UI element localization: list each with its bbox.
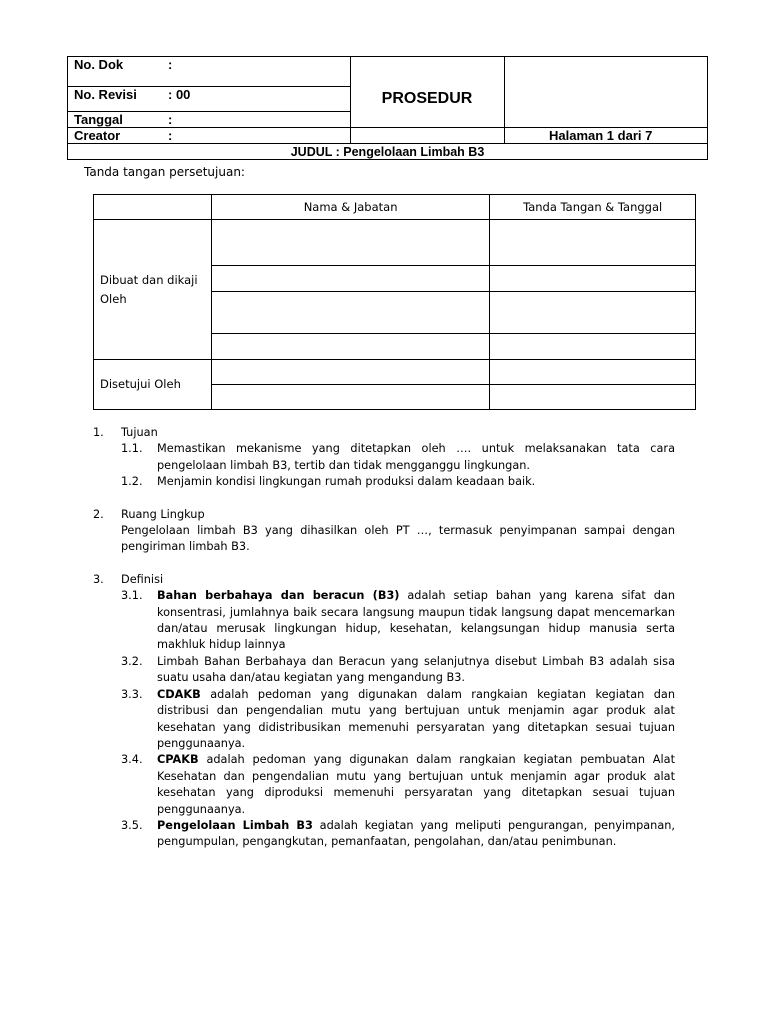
no-dok-label: No. Dok [74, 57, 124, 72]
item-text [157, 752, 675, 818]
section-number: 3. [93, 572, 104, 586]
section-number: 1. [93, 426, 104, 439]
list-item [93, 687, 675, 753]
list-item [93, 752, 675, 818]
name-cell[interactable] [211, 220, 489, 266]
section-title: Definisi [121, 572, 164, 586]
definition-term: Bahan berbahaya dan beracun (B3) [157, 589, 400, 603]
approval-table [93, 194, 696, 410]
section-title: Ruang Lingkup [121, 507, 205, 521]
item-text: Menjamin kondisi lingkungan rumah produksi dalam keadaan baik. [157, 475, 536, 489]
document-header [67, 56, 708, 160]
item-number: 3.3. [121, 687, 143, 701]
definition-term: CDAKB [157, 687, 201, 701]
definition-text: adalah kegiatan yang meliputi pengurangan, penyimpanan, pengumpulan, pengangkutan, pemanfaatan, pengolahan, dan/atau penimbunan. [157, 818, 675, 849]
approval-header-blank [94, 195, 212, 220]
item-number: 3.4. [121, 753, 143, 767]
document-subject: JUDUL : Pengelolaan Limbah B3 [290, 145, 485, 159]
document-title: PROSEDUR [381, 90, 473, 107]
section-title: Tujuan [121, 426, 158, 439]
signature-cell[interactable] [490, 385, 696, 410]
approval-row-approved: Disetujui Oleh [94, 360, 212, 410]
list-item [93, 654, 675, 687]
item-number: 1.1. [121, 442, 143, 456]
section-heading [93, 425, 675, 441]
approval-row-made: Dibuat dan dikaji Oleh [94, 220, 212, 360]
item-text: Memastikan mekanisme yang ditetapkan oleh …. untuk melaksanakan tata cara pengelolaan limbah B3, tertib dan tidak mengganggu lingkungan. [157, 442, 675, 472]
section-definisi [93, 572, 675, 851]
section-paragraph: Pengelolaan limbah B3 yang dihasilkan oleh PT …, termasuk penyimpanan sampai dengan pengiriman limbah B3. [121, 524, 675, 554]
creator-label: Creator [74, 128, 121, 143]
list-item [93, 588, 675, 654]
name-cell[interactable] [211, 292, 489, 334]
list-item [93, 441, 675, 474]
no-revisi-label: No. Revisi [74, 87, 137, 102]
item-text [157, 687, 675, 753]
definition-text: adalah pedoman yang digunakan dalam rangkaian kegiatan pembuatan Alat Kesehatan dan pengendalian mutu yang bertujuan untuk menjamin agar produk alat kesehatan yang diproduksi memenuhi persyaratan yang ditetapkan sesuai tujuan penggunaanya. [157, 753, 675, 816]
approval-header-name: Nama & Jabatan [211, 195, 489, 220]
signature-cell[interactable] [490, 292, 696, 334]
definition-text: adalah setiap bahan yang karena sifat dan konsentrasi, jumlahnya baik secara langsung maupun tidak langsung dapat mencemarkan dan/atau merusak lingkungan hidup, kesehatan, kelangsungan hidup manusia serta makhluk hidup lainnya [157, 589, 675, 652]
name-cell[interactable] [211, 385, 489, 410]
list-item [93, 818, 675, 851]
item-text: Limbah Bahan Berbahaya dan Beracun yang selanjutnya disebut Limbah B3 adalah sisa suatu usaha dan/atau kegiatan yang mengandung B3. [157, 654, 675, 685]
document-body [93, 425, 675, 867]
approval-header-sign: Tanda Tangan & Tanggal [490, 195, 696, 220]
section-tujuan [93, 425, 675, 491]
approval-intro: Tanda tangan persetujuan: [84, 165, 245, 179]
item-number: 3.5. [121, 818, 143, 832]
no-dok-value: : [168, 57, 173, 72]
tanggal-value: : [168, 112, 173, 127]
section-heading [93, 507, 675, 523]
no-revisi-value: : 00 [168, 87, 191, 102]
name-cell[interactable] [211, 360, 489, 385]
item-text [157, 818, 675, 851]
name-cell[interactable] [211, 266, 489, 292]
definition-text: adalah pedoman yang digunakan dalam rangkaian kegiatan kegiatan dan distribusi dan pengendalian mutu yang bertujuan untuk menjamin agar produk alat kesehatan yang didistribusikan memenuhi persyaratan yang ditetapkan sesuai tujuan penggunaanya. [157, 687, 675, 750]
definition-term: Pengelolaan Limbah B3 [157, 818, 313, 832]
item-number: 1.2. [121, 475, 143, 489]
list-item [93, 474, 675, 490]
signature-cell[interactable] [490, 266, 696, 292]
item-text [157, 588, 675, 654]
section-number: 2. [93, 507, 104, 521]
signature-cell[interactable] [490, 334, 696, 360]
signature-cell[interactable] [490, 220, 696, 266]
definition-term: CPAKB [157, 753, 199, 767]
creator-value: : [168, 128, 173, 143]
item-number: 3.2. [121, 654, 143, 668]
section-ruang-lingkup [93, 507, 675, 556]
item-number: 3.1. [121, 589, 143, 603]
name-cell[interactable] [211, 334, 489, 360]
section-heading [93, 572, 675, 588]
page-info: Halaman 1 dari 7 [549, 128, 653, 143]
signature-cell[interactable] [490, 360, 696, 385]
tanggal-label: Tanggal [74, 112, 123, 127]
